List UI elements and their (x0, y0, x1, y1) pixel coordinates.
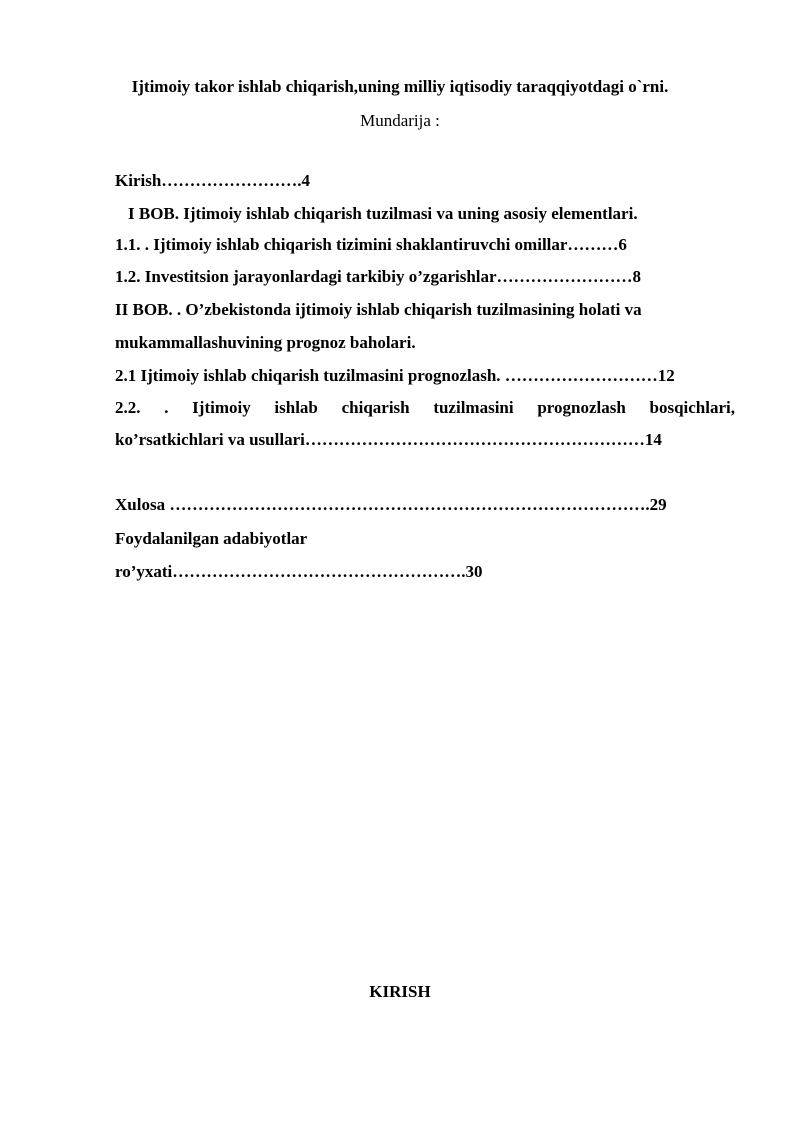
toc-item-xulosa: Xulosa ………………………………………………………………………….29 (115, 495, 667, 514)
toc-heading: Mundarija : (360, 111, 440, 130)
toc-chapter-1: I BOB. Ijtimoiy ishlab chiqarish tuzilmasi va uning asosiy elementlari. (128, 204, 638, 223)
toc-item-2-2-line-2: ko’rsatkichlari va usullari……………………………………………………14 (115, 430, 662, 449)
toc-item-adabiyotlar-line-1: Foydalanilgan adabiyotlar (115, 529, 308, 548)
toc-chapter-2-line-1: II BOB. . O’zbekistonda ijtimoiy ishlab chiqarish tuzilmasining holati va (115, 300, 642, 319)
toc-item-1-2: 1.2. Investitsion jarayonlardagi tarkibiy o’zgarishlar……………………8 (115, 267, 642, 286)
toc-item-adabiyotlar-line-2: ro’yxati…………………………………………….30 (115, 562, 483, 581)
toc-item-2-1: 2.1 Ijtimoiy ishlab chiqarish tuzilmasini prognozlash. ………………………12 (115, 366, 675, 385)
toc-chapter-2-line-2: mukammallashuvining prognoz baholari. (115, 333, 416, 352)
toc-item-2-2-line-1: 2.2. . Ijtimoiy ishlab chiqarish tuzilmasini prognozlash bosqichlari, (115, 398, 735, 417)
toc-item-1-1: 1.1. . Ijtimoiy ishlab chiqarish tizimini shaklantiruvchi omillar………6 (115, 235, 627, 254)
toc-item-kirish: Kirish…………………….4 (115, 171, 311, 190)
section-heading-kirish: KIRISH (369, 982, 431, 1001)
document-title: Ijtimoiy takor ishlab chiqarish,uning milliy iqtisodiy taraqqiyotdagi o`rni. (131, 77, 669, 96)
